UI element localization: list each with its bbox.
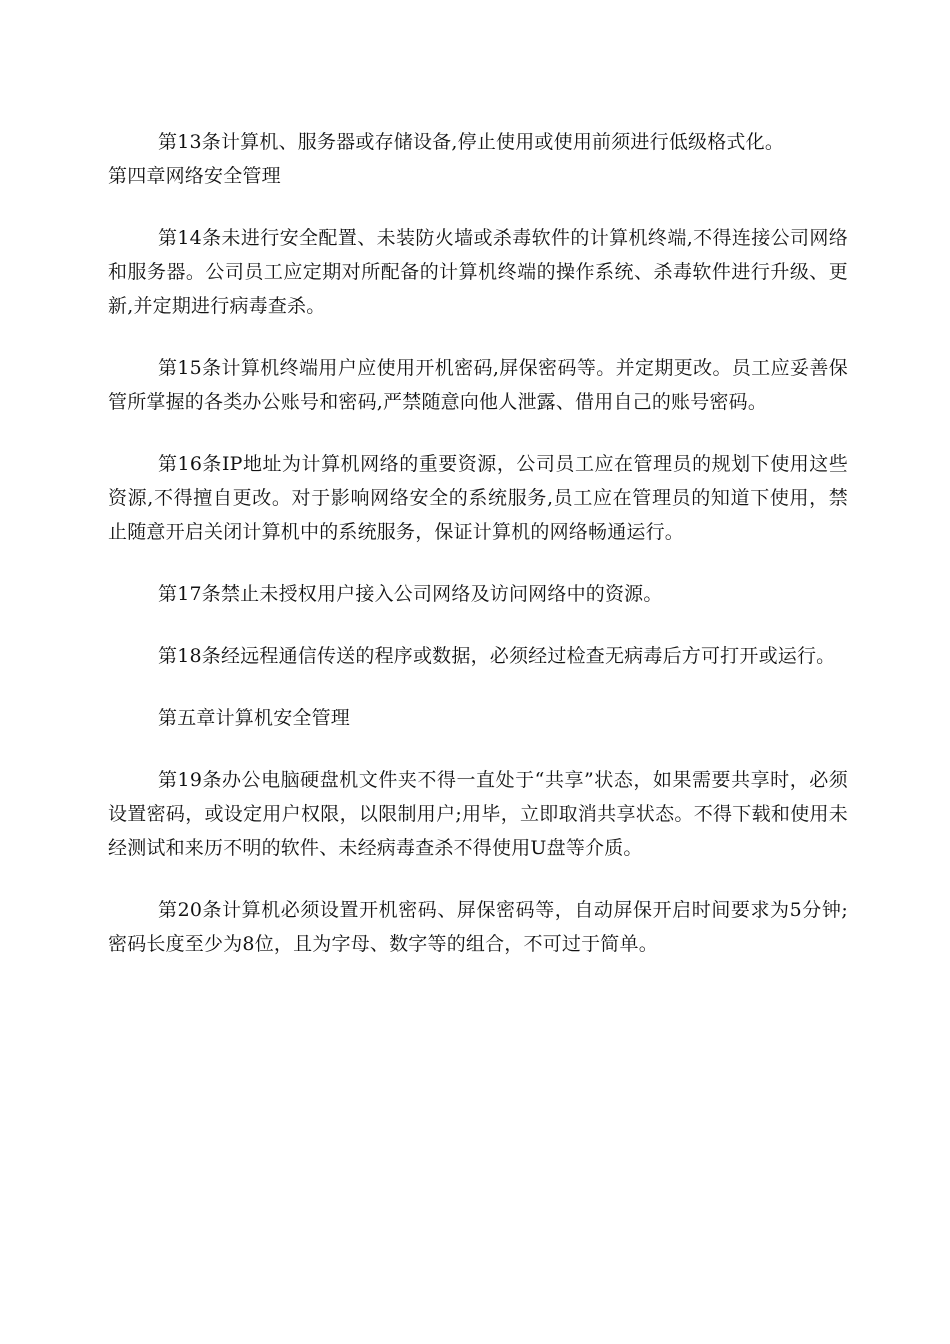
article-13: 第13条计算机、服务器或存储设备,停止使用或使用前须进行低级格式化。 (158, 131, 785, 153)
article-17: 第17条禁止未授权用户接入公司网络及访问网络中的资源。 (158, 583, 663, 605)
article-15: 第15条计算机终端用户应使用开机密码,屏保密码等。并定期更改。员工应妥善保管所掌握的各类办公账号和密码,严禁随意向他人泄露、借用自己的账号密码。 (108, 357, 848, 413)
article-14: 第14条未进行安全配置、未装防火墙或杀毒软件的计算机终端,不得连接公司网络和服务器。公司员工应定期对所配备的计算机终端的操作系统、杀毒软件进行升级、更新,并定期进行病毒查杀。 (108, 227, 848, 317)
article-20: 第20条计算机必须设置开机密码、屏保密码等，自动屏保开启时间要求为5分钟;密码长度至少为8位，且为字母、数字等的组合，不可过于简单。 (108, 899, 848, 955)
chapter-4-heading: 第四章网络安全管理 (108, 165, 281, 187)
article-16: 第16条IP地址为计算机网络的重要资源，公司员工应在管理员的规划下使用这些资源,不得擅自更改。对于影响网络安全的系统服务,员工应在管理员的知道下使用，禁止随意开启关闭计算机中的系统服务，保证计算机的网络畅通运行。 (108, 453, 848, 543)
chapter-5-heading: 第五章计算机安全管理 (158, 707, 351, 729)
article-18: 第18条经远程通信传送的程序或数据，必须经过检查无病毒后方可打开或运行。 (158, 645, 836, 667)
document-body (108, 125, 848, 961)
article-19: 第19条办公电脑硬盘机文件夹不得一直处于“共享”状态，如果需要共享时，必须设置密码，或设定用户权限，以限制用户;用毕，立即取消共享状态。不得下载和使用未经测试和来历不明的软件、未经病毒查杀不得使用U盘等介质。 (108, 769, 848, 859)
